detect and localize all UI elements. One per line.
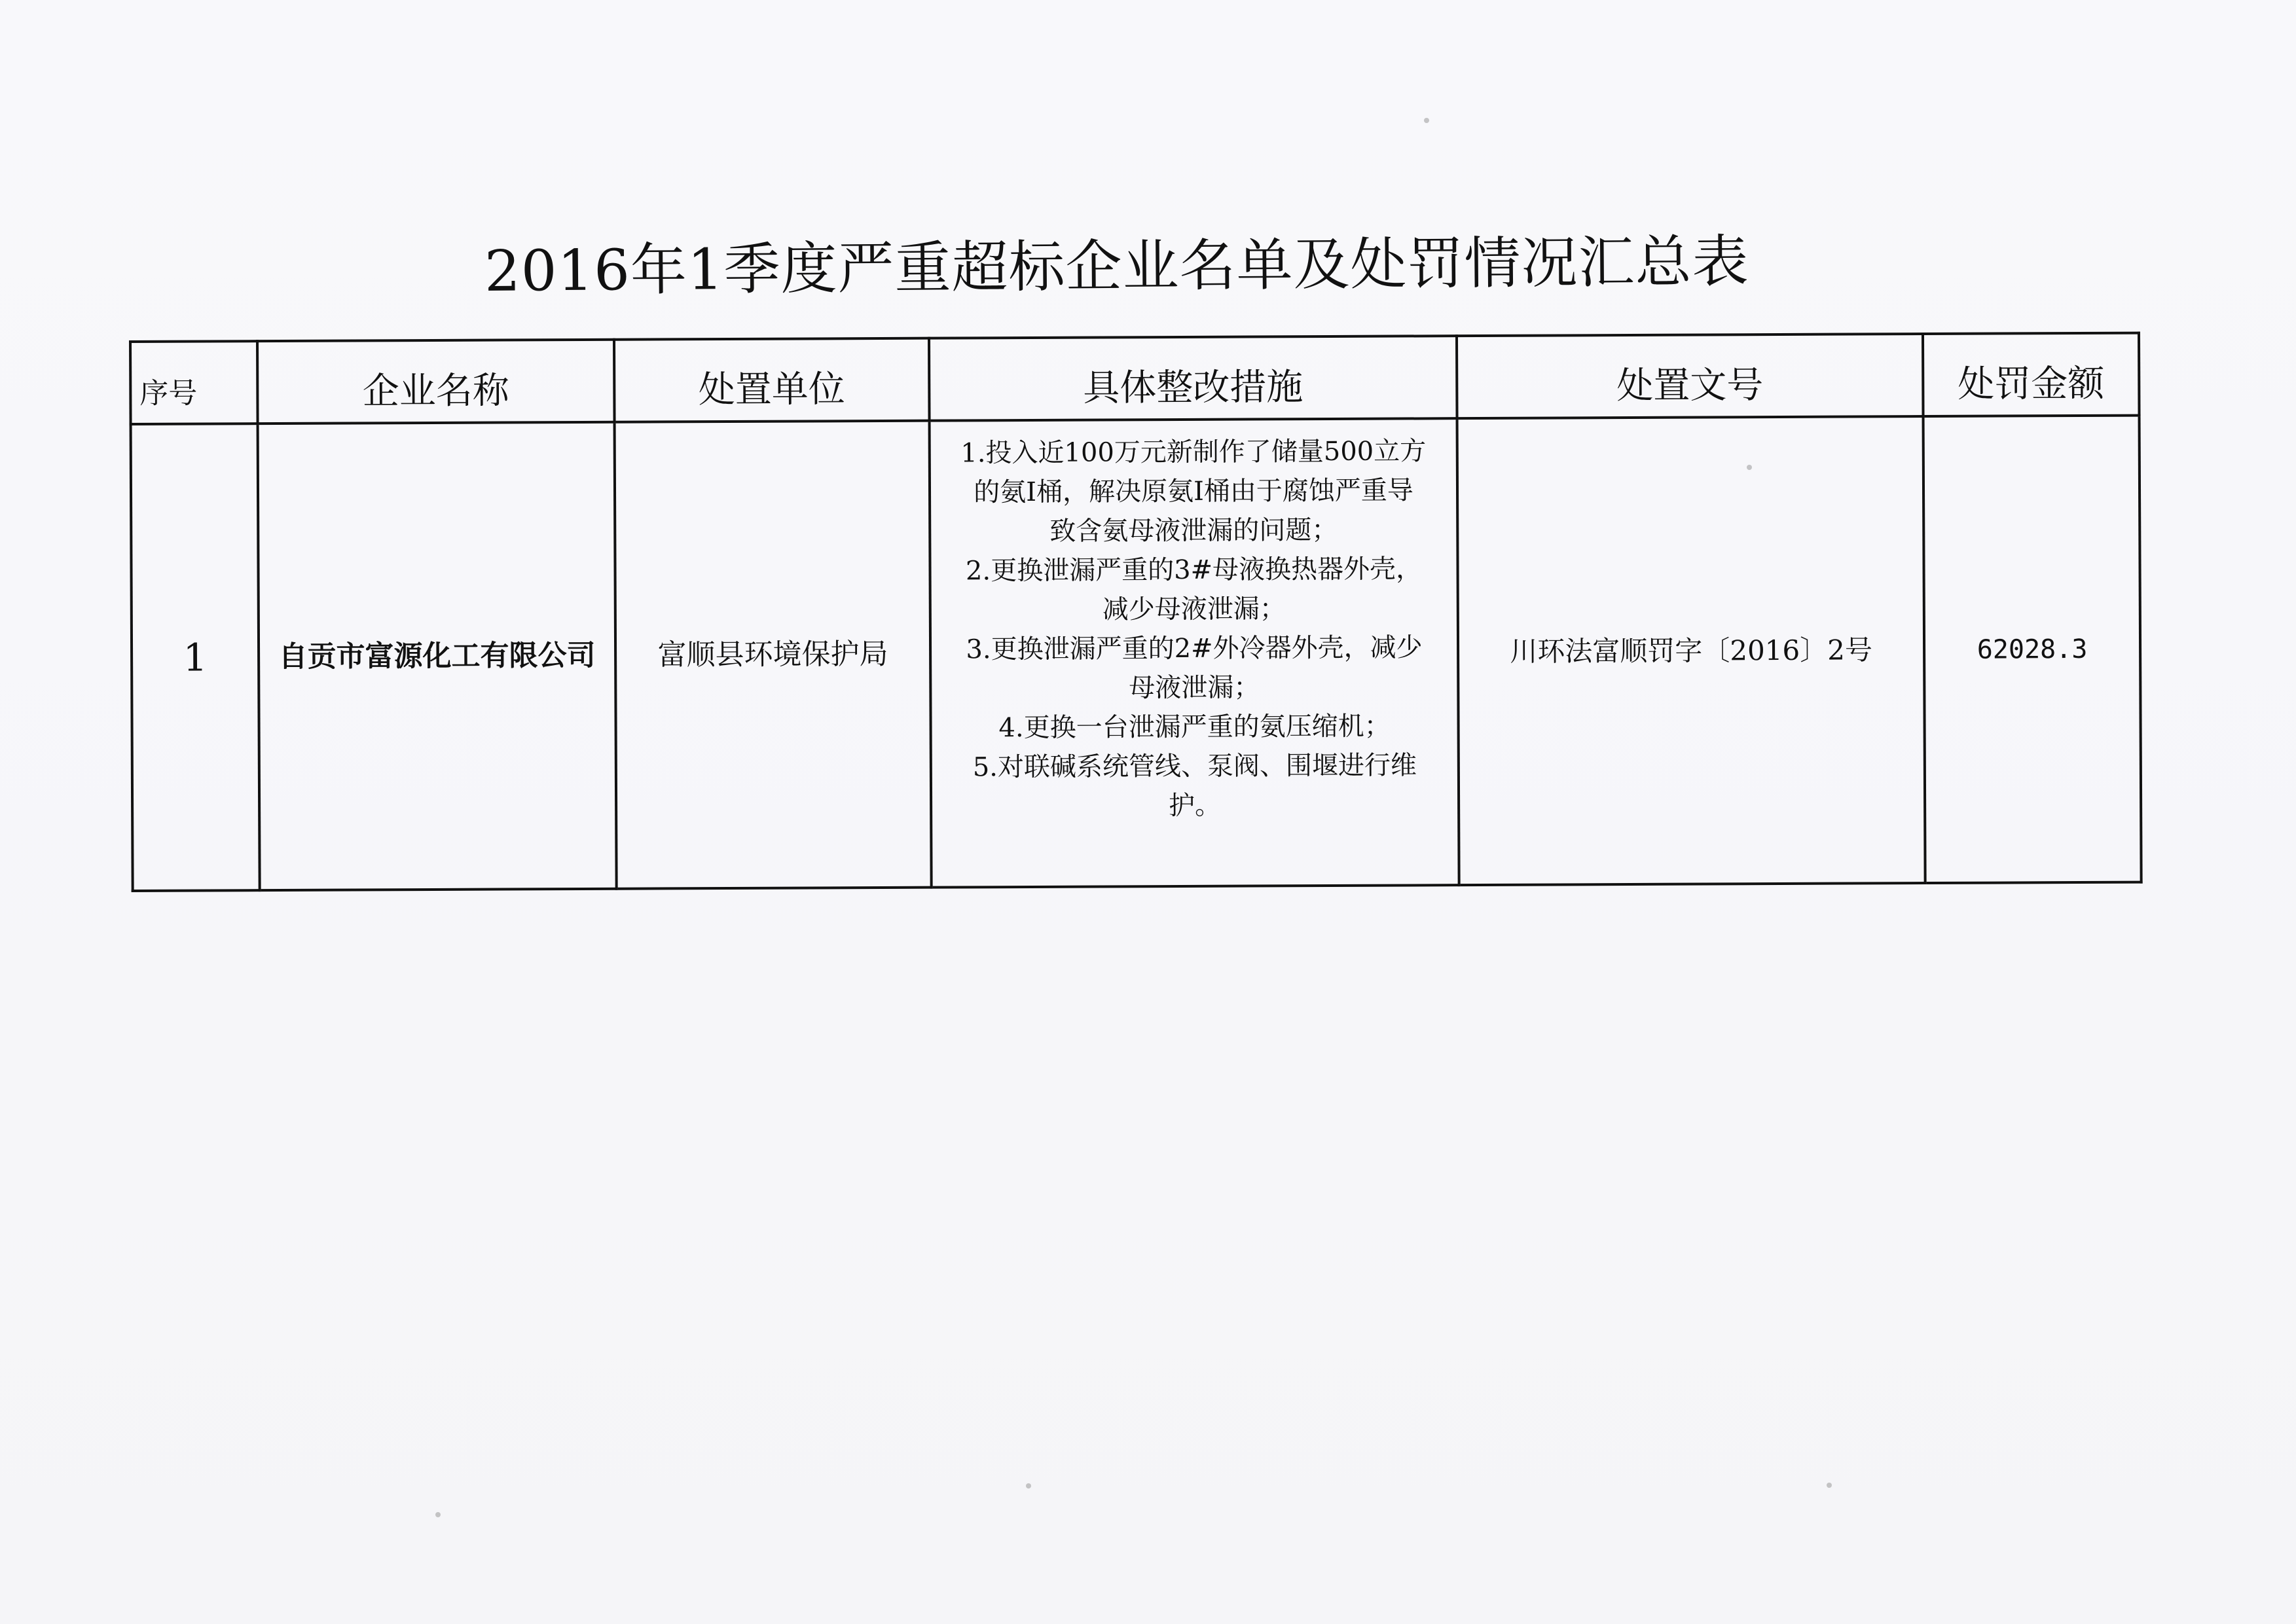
header-authority: 处置单位 [698, 368, 845, 412]
measure-line: 减少母液泄漏； [1102, 594, 1286, 625]
header-seq: 序号 [139, 376, 198, 410]
header-doc-number-cell [1457, 334, 1923, 418]
measure-line: 护。 [1169, 790, 1222, 821]
row-company: 自贡市富源化工有限公司 [278, 638, 596, 674]
measure-line: 5.对联碱系统管线、泵阀、围堰进行维 [972, 750, 1417, 783]
measure-line: 3.更换泄漏严重的2#外冷器外壳，减少 [966, 632, 1423, 665]
row-doc-number: 川环法富顺罚字〔2016〕2号 [1510, 633, 1872, 668]
header-penalty: 处罚金额 [1958, 362, 2105, 406]
header-doc-number: 处置文号 [1616, 364, 1764, 408]
document-title: 2016年1季度严重超标企业名单及处罚情况汇总表 [484, 228, 1749, 304]
row-penalty-amount: 62028.3 [1977, 634, 2088, 665]
header-seq-cell [130, 341, 258, 424]
row-measures-cell [930, 418, 1459, 888]
measure-line: 的氨I桶，解决原氨I桶由于腐蚀严重导 [974, 475, 1413, 508]
table-header-row [130, 333, 2140, 424]
row-seq: 1 [183, 634, 208, 680]
measure-line: 致含氨母液泄漏的问题； [1049, 514, 1338, 547]
row-penalty-cell [1923, 416, 2141, 883]
measure-line: 4.更换一台泄漏严重的氨压缩机； [998, 711, 1391, 744]
header-measures: 具体整改措施 [1083, 366, 1303, 410]
penalty-table-container [129, 332, 2140, 892]
header-authority-cell [614, 338, 930, 422]
header-company: 企业名称 [362, 369, 509, 413]
measure-line: 1.投入近100万元新制作了储量500立方 [960, 436, 1427, 469]
row-company-cell [258, 422, 617, 890]
row-authority: 富顺县环境保护局 [657, 637, 888, 672]
measure-line: 2.更换泄漏严重的3#母液换热器外壳， [965, 554, 1423, 586]
row-seq-cell [131, 424, 260, 891]
row-doc-number-cell [1457, 416, 1925, 885]
header-measures-cell [929, 336, 1457, 421]
scan-speck [1747, 465, 1752, 470]
header-penalty-cell [1923, 333, 2140, 416]
measure-line: 母液泄漏； [1129, 672, 1260, 704]
table-row [131, 416, 2141, 891]
row-authority-cell [615, 421, 932, 889]
header-company-cell [257, 340, 615, 424]
penalty-summary-table [129, 332, 2143, 892]
scan-speck [1026, 1483, 1031, 1489]
scan-speck [1827, 1483, 1832, 1488]
scan-speck [435, 1512, 441, 1517]
scan-speck [1424, 118, 1429, 123]
